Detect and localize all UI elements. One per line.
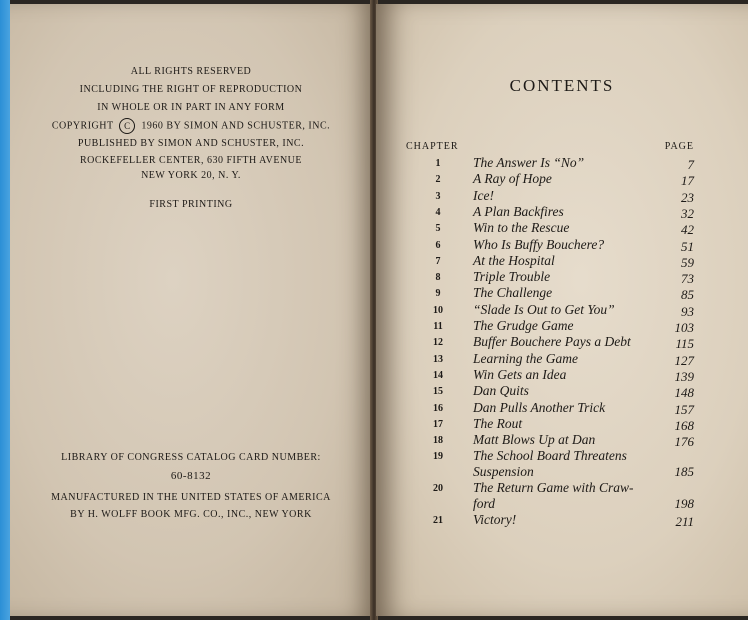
loc-line: LIBRARY OF CONGRESS CATALOG CARD NUMBER: bbox=[61, 452, 321, 463]
chapter-number: 18 bbox=[433, 435, 443, 447]
chapter-number: 16 bbox=[433, 402, 443, 414]
toc-row bbox=[376, 155, 748, 173]
toc-row bbox=[376, 204, 748, 222]
chapter-number: 12 bbox=[433, 337, 443, 349]
chapter-number: 17 bbox=[433, 418, 443, 430]
copyright-line bbox=[10, 118, 372, 134]
toc-row bbox=[376, 237, 748, 255]
background-edge bbox=[0, 0, 10, 620]
toc-row bbox=[376, 448, 748, 482]
chapter-title: A Plan Backfires bbox=[473, 203, 564, 219]
toc-row bbox=[376, 220, 748, 238]
chapter-page: 139 bbox=[674, 368, 694, 384]
publisher-line: PUBLISHED BY SIMON AND SCHUSTER, INC. bbox=[77, 138, 305, 149]
chapter-number: 20 bbox=[433, 483, 443, 495]
chapter-number: 3 bbox=[435, 190, 441, 202]
toc-row bbox=[376, 171, 748, 189]
chapter-title: Learning the Game bbox=[473, 350, 578, 366]
toc-row bbox=[376, 269, 748, 287]
chapter-page: 32 bbox=[681, 205, 694, 221]
chapter-number: 9 bbox=[435, 288, 441, 300]
toc-row bbox=[376, 188, 748, 206]
toc-row bbox=[376, 480, 748, 514]
chapter-title-continued: Suspension bbox=[473, 464, 534, 480]
chapter-page: 103 bbox=[674, 320, 694, 335]
chapter-page: 211 bbox=[675, 514, 694, 530]
chapter-page: 185 bbox=[674, 464, 694, 480]
publisher-line: ROCKEFELLER CENTER, 630 FIFTH AVENUE bbox=[80, 155, 302, 166]
chapter-title: Ice! bbox=[473, 187, 494, 203]
chapter-number: 6 bbox=[435, 239, 441, 251]
chapter-page: 93 bbox=[681, 303, 694, 319]
chapter-number: 14 bbox=[433, 369, 443, 381]
chapter-title: The Challenge bbox=[473, 285, 553, 301]
chapter-number: 19 bbox=[433, 451, 443, 463]
loc-number: 60-8132 bbox=[170, 470, 212, 482]
chapter-title: The Answer Is “No” bbox=[473, 155, 585, 170]
chapter-page: 168 bbox=[674, 417, 694, 433]
chapter-number: 21 bbox=[433, 515, 443, 527]
chapter-title: Win to the Rescue bbox=[473, 220, 570, 236]
page-header: PAGE bbox=[664, 141, 694, 152]
chapter-title: The Rout bbox=[473, 415, 523, 431]
toc-row bbox=[376, 318, 748, 336]
chapter-title: Win Gets an Idea bbox=[473, 366, 567, 382]
toc-row bbox=[376, 285, 748, 303]
manufactured-line: MANUFACTURED IN THE UNITED STATES OF AMERICA bbox=[51, 492, 331, 503]
chapter-title-continued: ford bbox=[473, 496, 496, 512]
chapter-title: Dan Pulls Another Trick bbox=[473, 399, 606, 415]
chapter-title: Victory! bbox=[473, 512, 517, 528]
chapter-title: The Grudge Game bbox=[473, 318, 574, 333]
chapter-page: 85 bbox=[681, 287, 694, 303]
chapter-number: 15 bbox=[433, 386, 443, 398]
chapter-page: 127 bbox=[674, 352, 694, 368]
chapter-page: 73 bbox=[681, 271, 694, 287]
chapter-page: 157 bbox=[674, 401, 694, 417]
chapter-page: 42 bbox=[681, 222, 694, 238]
chapter-title: “Slade Is Out to Get You” bbox=[473, 301, 615, 317]
toc-row bbox=[376, 416, 748, 434]
contents-page bbox=[376, 4, 748, 616]
chapter-header: CHAPTER bbox=[406, 141, 459, 152]
rights-line: INCLUDING THE RIGHT OF REPRODUCTION bbox=[79, 84, 303, 95]
chapter-title: A Ray of Hope bbox=[473, 171, 552, 187]
printing-line: FIRST PRINTING bbox=[149, 199, 233, 210]
chapter-number: 4 bbox=[435, 206, 441, 218]
toc-row bbox=[376, 302, 748, 320]
chapter-title: The Return Game with Craw- bbox=[473, 480, 634, 496]
toc-row bbox=[376, 367, 748, 385]
chapter-number: 5 bbox=[435, 223, 441, 235]
chapter-title: Who Is Buffy Bouchere? bbox=[473, 236, 605, 252]
chapter-page: 7 bbox=[687, 157, 694, 172]
chapter-number: 8 bbox=[435, 272, 441, 284]
chapter-page: 51 bbox=[681, 238, 694, 254]
toc-row bbox=[376, 383, 748, 401]
toc-row bbox=[376, 512, 748, 530]
chapter-title: Matt Blows Up at Dan bbox=[473, 432, 596, 448]
toc-row bbox=[376, 432, 748, 450]
toc-row bbox=[376, 351, 748, 369]
chapter-number: 10 bbox=[433, 304, 443, 316]
chapter-number: 11 bbox=[433, 321, 443, 332]
copyright-icon: C bbox=[119, 118, 135, 134]
copyright-page bbox=[10, 4, 372, 616]
chapter-title: Triple Trouble bbox=[473, 269, 551, 285]
manufactured-line: BY H. WOLFF BOOK MFG. CO., INC., NEW YORK bbox=[70, 509, 312, 520]
contents-title: CONTENTS bbox=[509, 76, 615, 95]
copyright-prefix: COPYRIGHT bbox=[51, 120, 114, 132]
chapter-number: 1 bbox=[435, 158, 441, 169]
chapter-number: 2 bbox=[435, 174, 441, 186]
copyright-suffix: 1960 BY SIMON AND SCHUSTER, INC. bbox=[141, 120, 331, 132]
rights-line: ALL RIGHTS RESERVED bbox=[130, 66, 252, 77]
chapter-number: 7 bbox=[435, 255, 441, 267]
chapter-page: 198 bbox=[674, 496, 694, 512]
chapter-title: At the Hospital bbox=[473, 252, 555, 268]
publisher-line: NEW YORK 20, N. Y. bbox=[141, 170, 241, 181]
rights-line: IN WHOLE OR IN PART IN ANY FORM bbox=[97, 102, 285, 113]
chapter-title: Dan Quits bbox=[473, 383, 529, 399]
chapter-page: 176 bbox=[674, 434, 694, 450]
chapter-page: 59 bbox=[681, 254, 694, 270]
toc-row bbox=[376, 253, 748, 271]
chapter-page: 23 bbox=[681, 189, 694, 205]
chapter-page: 17 bbox=[681, 173, 694, 189]
chapter-page: 148 bbox=[674, 385, 694, 401]
toc-row bbox=[376, 334, 748, 352]
chapter-number: 13 bbox=[433, 353, 443, 365]
toc-row bbox=[376, 400, 748, 418]
chapter-page: 115 bbox=[675, 336, 694, 352]
chapter-title: The School Board Threatens bbox=[473, 448, 627, 464]
chapter-title: Buffer Bouchere Pays a Debt bbox=[473, 334, 631, 350]
